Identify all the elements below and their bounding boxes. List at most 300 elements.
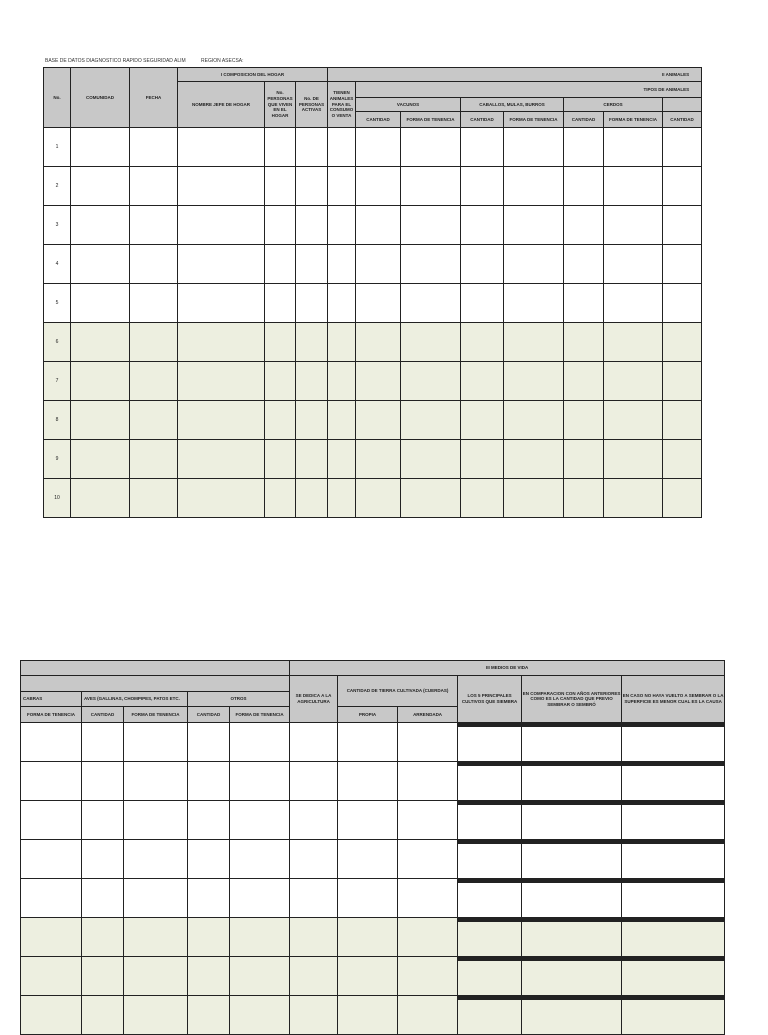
table-cell[interactable] — [356, 362, 401, 401]
table-cell[interactable] — [604, 401, 663, 440]
table-cell[interactable] — [178, 440, 265, 479]
table-cell[interactable] — [296, 362, 328, 401]
sub-line[interactable] — [522, 882, 621, 883]
table-cell[interactable] — [622, 879, 725, 918]
col-dedica-agricultura: SE DEDICA A LA AGRICULTURA — [290, 676, 338, 723]
table-cell[interactable] — [564, 206, 604, 245]
table-cell[interactable] — [178, 206, 265, 245]
table-cell[interactable] — [328, 440, 356, 479]
table-cell[interactable] — [290, 840, 338, 879]
table-cell[interactable] — [622, 762, 725, 801]
table-cell[interactable] — [178, 284, 265, 323]
table-cell[interactable] — [663, 362, 702, 401]
table-cell[interactable] — [504, 440, 564, 479]
sub-line[interactable] — [458, 921, 521, 922]
table-cell[interactable] — [338, 879, 398, 918]
table-cell[interactable] — [178, 167, 265, 206]
table-cell[interactable] — [398, 957, 458, 996]
table-cell[interactable] — [622, 918, 725, 957]
table-cell[interactable] — [401, 323, 461, 362]
table-cell[interactable] — [124, 801, 188, 840]
sub-line-group — [458, 840, 521, 844]
table-cell[interactable] — [188, 957, 230, 996]
table-cell[interactable] — [124, 957, 188, 996]
sub-line[interactable] — [458, 960, 521, 961]
table-cell[interactable] — [663, 167, 702, 206]
table-cell[interactable] — [82, 840, 124, 879]
table-row — [44, 167, 702, 206]
table-cell[interactable] — [401, 284, 461, 323]
table-row — [44, 440, 702, 479]
table-cell[interactable] — [265, 206, 296, 245]
table-cell[interactable] — [401, 167, 461, 206]
table-cell[interactable] — [564, 128, 604, 167]
table-cell[interactable] — [290, 879, 338, 918]
table-cell[interactable] — [622, 957, 725, 996]
table-cell[interactable] — [130, 284, 178, 323]
table-cell[interactable] — [401, 128, 461, 167]
table-cell[interactable] — [356, 440, 401, 479]
sub-line-group — [522, 801, 621, 805]
table-cell[interactable] — [356, 245, 401, 284]
table-cell[interactable] — [564, 362, 604, 401]
row-number: 10 — [44, 479, 71, 518]
table-cell[interactable] — [178, 479, 265, 518]
table-cell[interactable] — [663, 284, 702, 323]
table-cell[interactable] — [622, 996, 725, 1035]
table-cell[interactable] — [71, 479, 130, 518]
table-cell[interactable] — [564, 245, 604, 284]
table-cell[interactable] — [328, 284, 356, 323]
group-caballos: CABALLOS, MULAS, BURROS — [461, 98, 564, 112]
sub-line-group — [622, 879, 724, 883]
table-cell[interactable] — [398, 762, 458, 801]
table-cell[interactable] — [604, 245, 663, 284]
table-cell[interactable] — [296, 284, 328, 323]
row-number: 8 — [44, 401, 71, 440]
table-cell[interactable] — [265, 128, 296, 167]
table-cell[interactable] — [230, 762, 290, 801]
table-cell[interactable] — [296, 479, 328, 518]
table-cell[interactable] — [290, 957, 338, 996]
sub-line[interactable] — [458, 804, 521, 805]
table-cell[interactable] — [663, 323, 702, 362]
table-cell[interactable] — [71, 128, 130, 167]
sub-line-group — [522, 840, 621, 844]
table-cell[interactable] — [21, 723, 82, 762]
sub-line[interactable] — [458, 765, 521, 766]
table-cell[interactable] — [130, 245, 178, 284]
table-cell[interactable] — [564, 323, 604, 362]
table-cell[interactable] — [290, 918, 338, 957]
table-cell[interactable] — [398, 801, 458, 840]
table-cell[interactable] — [398, 996, 458, 1035]
table-cell[interactable] — [522, 918, 622, 957]
sub-line[interactable] — [622, 999, 724, 1000]
table-cell[interactable] — [124, 918, 188, 957]
table-cell[interactable] — [356, 479, 401, 518]
table-cell[interactable] — [604, 362, 663, 401]
sub-line[interactable] — [622, 804, 724, 805]
table-cell[interactable] — [71, 401, 130, 440]
table-cell[interactable] — [564, 284, 604, 323]
table-cell[interactable] — [338, 996, 398, 1035]
table-cell[interactable] — [522, 762, 622, 801]
table-cell[interactable] — [130, 401, 178, 440]
table-cell[interactable] — [461, 362, 504, 401]
sub-line[interactable] — [522, 765, 621, 766]
table-cell[interactable] — [663, 479, 702, 518]
table-cell[interactable] — [604, 128, 663, 167]
table-cell[interactable] — [230, 801, 290, 840]
table-cell[interactable] — [296, 128, 328, 167]
table-cell[interactable] — [21, 801, 82, 840]
table-cell[interactable] — [21, 957, 82, 996]
table-cell[interactable] — [401, 206, 461, 245]
table-cell[interactable] — [82, 996, 124, 1035]
table-cell[interactable] — [398, 918, 458, 957]
table-cell[interactable] — [338, 723, 398, 762]
table-cell[interactable] — [356, 284, 401, 323]
table-cell[interactable] — [296, 401, 328, 440]
col-personas-activas: No. DE PERSONAS ACTIVAS — [296, 82, 328, 128]
sub-line[interactable] — [622, 960, 724, 961]
sub-line-group — [622, 957, 724, 961]
table-cell[interactable] — [461, 167, 504, 206]
table-cell[interactable] — [401, 245, 461, 284]
sub-line[interactable] — [458, 726, 521, 727]
table-cell[interactable] — [290, 801, 338, 840]
table-cell[interactable] — [230, 996, 290, 1035]
row-number: 4 — [44, 245, 71, 284]
table-cell[interactable] — [71, 323, 130, 362]
table-cell[interactable] — [328, 167, 356, 206]
table-cell[interactable] — [188, 996, 230, 1035]
row-number: 3 — [44, 206, 71, 245]
table-cell[interactable] — [461, 479, 504, 518]
table-cell[interactable] — [21, 762, 82, 801]
sub-line-group — [622, 723, 724, 727]
group-vacunos: VACUNOS — [356, 98, 461, 112]
table-cell[interactable] — [296, 323, 328, 362]
table-cell[interactable] — [338, 918, 398, 957]
table-cell[interactable] — [265, 167, 296, 206]
table-cell[interactable] — [328, 206, 356, 245]
table-cell[interactable] — [328, 128, 356, 167]
table-cell[interactable] — [622, 840, 725, 879]
table-cell[interactable] — [21, 918, 82, 957]
table-cell[interactable] — [178, 362, 265, 401]
table-cell[interactable] — [522, 840, 622, 879]
table-cell[interactable] — [230, 918, 290, 957]
table-cell[interactable] — [604, 440, 663, 479]
table-cell[interactable] — [604, 479, 663, 518]
table-cell[interactable] — [265, 284, 296, 323]
table-cell[interactable] — [604, 323, 663, 362]
table-cell[interactable] — [356, 167, 401, 206]
cabras-cantidad: CANTIDAD — [663, 112, 702, 128]
cerdos-cantidad: CANTIDAD — [564, 112, 604, 128]
table-row — [21, 957, 725, 996]
table-cell[interactable] — [178, 245, 265, 284]
table-cell[interactable] — [21, 879, 82, 918]
table-cell[interactable] — [230, 957, 290, 996]
table-cell[interactable] — [663, 401, 702, 440]
table-cell[interactable] — [328, 479, 356, 518]
table-cell[interactable] — [458, 996, 522, 1035]
sub-line[interactable] — [522, 999, 621, 1000]
table-cell[interactable] — [290, 762, 338, 801]
group-cerdos: CERDOS — [564, 98, 663, 112]
table-cell[interactable] — [564, 440, 604, 479]
table-row — [44, 479, 702, 518]
table-cell[interactable] — [338, 801, 398, 840]
sub-line-group — [458, 996, 521, 1000]
table-cell[interactable] — [71, 167, 130, 206]
table-cell[interactable] — [504, 167, 564, 206]
table-cell[interactable] — [296, 440, 328, 479]
sub-line[interactable] — [522, 726, 621, 727]
table-cell[interactable] — [130, 206, 178, 245]
table-cell[interactable] — [21, 840, 82, 879]
table-cell[interactable] — [130, 128, 178, 167]
table-cell[interactable] — [296, 167, 328, 206]
table-cell[interactable] — [522, 996, 622, 1035]
table-cell[interactable] — [296, 206, 328, 245]
sub-line[interactable] — [522, 921, 621, 922]
sub-line-group — [522, 996, 621, 1000]
table-row — [21, 840, 725, 879]
cerdos-forma: FORMA DE TENENCIA — [604, 112, 663, 128]
table-cell[interactable] — [504, 323, 564, 362]
sub-line[interactable] — [458, 999, 521, 1000]
table-cell[interactable] — [328, 401, 356, 440]
table-cell[interactable] — [130, 479, 178, 518]
table-cell[interactable] — [82, 723, 124, 762]
table-cell[interactable] — [130, 167, 178, 206]
table-cell[interactable] — [663, 206, 702, 245]
table-cell[interactable] — [604, 167, 663, 206]
table-row — [44, 128, 702, 167]
aves-forma: FORMA DE TENENCIA — [124, 707, 188, 723]
table-cell[interactable] — [328, 323, 356, 362]
table-cell[interactable] — [188, 840, 230, 879]
sub-line-group — [458, 879, 521, 883]
group-aves: AVES (GALLINAS, CHOMPIPES, PATOS ETC. — [82, 692, 188, 707]
table-cell[interactable] — [401, 401, 461, 440]
table-cell[interactable] — [296, 245, 328, 284]
section-composicion: I COMPOSICION DEL HOGAR — [178, 68, 328, 82]
table-cell[interactable] — [504, 401, 564, 440]
table-cell[interactable] — [71, 440, 130, 479]
table-cell[interactable] — [178, 128, 265, 167]
group-cabras: CABRAS — [21, 692, 82, 707]
table-cell[interactable] — [458, 918, 522, 957]
table-cell[interactable] — [124, 762, 188, 801]
table-cell[interactable] — [71, 362, 130, 401]
tierra-propia: PROPIA — [338, 707, 398, 723]
table-cell[interactable] — [265, 323, 296, 362]
sub-line-group — [458, 762, 521, 766]
table-cell[interactable] — [461, 128, 504, 167]
table-row — [21, 918, 725, 957]
sub-line[interactable] — [622, 726, 724, 727]
table-cell[interactable] — [130, 362, 178, 401]
sub-line[interactable] — [622, 921, 724, 922]
col-jefe-hogar: NOMBRE JEFE DE HOGAR — [178, 82, 265, 128]
group-blank — [663, 98, 702, 112]
table-cell[interactable] — [622, 723, 725, 762]
table-cell[interactable] — [82, 762, 124, 801]
table-cell[interactable] — [265, 479, 296, 518]
table-cell[interactable] — [82, 918, 124, 957]
table-cell[interactable] — [522, 801, 622, 840]
table-cell[interactable] — [188, 762, 230, 801]
sub-line-group — [458, 918, 521, 922]
table-cell[interactable] — [401, 440, 461, 479]
table-cell[interactable] — [504, 128, 564, 167]
table-cell[interactable] — [398, 723, 458, 762]
table-cell[interactable] — [564, 479, 604, 518]
sub-line-group — [522, 723, 621, 727]
vacunos-cantidad: CANTIDAD — [356, 112, 401, 128]
table-cell[interactable] — [21, 996, 82, 1035]
sub-line[interactable] — [522, 843, 621, 844]
table-cell[interactable] — [458, 879, 522, 918]
table-cell[interactable] — [188, 879, 230, 918]
table-cell[interactable] — [458, 801, 522, 840]
col-personas-hogar: No. PERSONAS QUE VIVEN EN EL HOGAR — [265, 82, 296, 128]
sub-line[interactable] — [458, 882, 521, 883]
table-cell[interactable] — [461, 206, 504, 245]
table-cell[interactable] — [398, 840, 458, 879]
table-row — [44, 401, 702, 440]
table-cell[interactable] — [401, 479, 461, 518]
table-cell[interactable] — [504, 245, 564, 284]
row-number: 5 — [44, 284, 71, 323]
table-cell[interactable] — [522, 957, 622, 996]
table-cell[interactable] — [458, 957, 522, 996]
table-cell[interactable] — [604, 206, 663, 245]
table-cell[interactable] — [71, 206, 130, 245]
sub-line-group — [458, 801, 521, 805]
table-cell[interactable] — [230, 840, 290, 879]
otros-forma: FORMA DE TENENCIA — [230, 707, 290, 723]
sub-line[interactable] — [458, 843, 521, 844]
table-cell[interactable] — [124, 840, 188, 879]
table-cell[interactable] — [124, 879, 188, 918]
table-row — [44, 206, 702, 245]
table-cell[interactable] — [130, 323, 178, 362]
table-cell[interactable] — [522, 723, 622, 762]
table-row — [21, 723, 725, 762]
table-cell[interactable] — [265, 245, 296, 284]
table-cell[interactable] — [522, 879, 622, 918]
table-cell[interactable] — [663, 440, 702, 479]
table-cell[interactable] — [265, 362, 296, 401]
table-row — [44, 323, 702, 362]
table-cell[interactable] — [230, 723, 290, 762]
table-cell[interactable] — [663, 128, 702, 167]
table-cell[interactable] — [564, 401, 604, 440]
table-cell[interactable] — [458, 723, 522, 762]
table-cell[interactable] — [622, 801, 725, 840]
table-cell[interactable] — [663, 245, 702, 284]
table-row — [21, 879, 725, 918]
table-cell[interactable] — [338, 840, 398, 879]
row-number: 7 — [44, 362, 71, 401]
table-cell[interactable] — [356, 206, 401, 245]
table-cell[interactable] — [124, 723, 188, 762]
caballos-cantidad: CANTIDAD — [461, 112, 504, 128]
table-cell[interactable] — [82, 879, 124, 918]
table-cell[interactable] — [398, 879, 458, 918]
sub-line[interactable] — [522, 960, 621, 961]
row-number: 2 — [44, 167, 71, 206]
table-cell[interactable] — [71, 245, 130, 284]
table-cell[interactable] — [504, 362, 564, 401]
table-cell[interactable] — [504, 206, 564, 245]
table-cell[interactable] — [124, 996, 188, 1035]
table-cell[interactable] — [461, 323, 504, 362]
sub-line[interactable] — [622, 765, 724, 766]
table-cell[interactable] — [604, 284, 663, 323]
table-row — [44, 362, 702, 401]
table-cell[interactable] — [401, 362, 461, 401]
table-cell[interactable] — [82, 801, 124, 840]
table-cell[interactable] — [356, 401, 401, 440]
table-cell[interactable] — [461, 401, 504, 440]
sub-line[interactable] — [622, 882, 724, 883]
table-cell[interactable] — [188, 723, 230, 762]
table-cell[interactable] — [461, 284, 504, 323]
table-cell[interactable] — [338, 762, 398, 801]
table-cell[interactable] — [188, 918, 230, 957]
table-cell[interactable] — [458, 762, 522, 801]
table-cell[interactable] — [338, 957, 398, 996]
table-cell[interactable] — [356, 323, 401, 362]
table-cell[interactable] — [178, 323, 265, 362]
table-row — [21, 801, 725, 840]
table-cell[interactable] — [461, 440, 504, 479]
table-cell[interactable] — [328, 245, 356, 284]
sub-line[interactable] — [522, 804, 621, 805]
table-cell[interactable] — [504, 479, 564, 518]
sub-line[interactable] — [622, 843, 724, 844]
table-cell[interactable] — [328, 362, 356, 401]
otros-cantidad: CANTIDAD — [188, 707, 230, 723]
table-cell[interactable] — [564, 167, 604, 206]
table-row — [21, 996, 725, 1035]
table-cell[interactable] — [178, 401, 265, 440]
table-cell[interactable] — [461, 245, 504, 284]
table-cell[interactable] — [265, 401, 296, 440]
col-tierra-cultivada: CANTIDAD DE TIERRA CULTIVADA (CUERDAS) — [338, 676, 458, 707]
table-cell[interactable] — [230, 879, 290, 918]
table-cell[interactable] — [130, 440, 178, 479]
table-cell[interactable] — [290, 996, 338, 1035]
sub-line-group — [458, 957, 521, 961]
table-cell[interactable] — [265, 440, 296, 479]
table-cell[interactable] — [290, 723, 338, 762]
table-cell[interactable] — [458, 840, 522, 879]
table-cell[interactable] — [71, 284, 130, 323]
table-cell[interactable] — [504, 284, 564, 323]
table-cell[interactable] — [356, 128, 401, 167]
table-cell[interactable] — [82, 957, 124, 996]
section-animales: II ANIMALES — [328, 68, 702, 82]
table-cell[interactable] — [188, 801, 230, 840]
